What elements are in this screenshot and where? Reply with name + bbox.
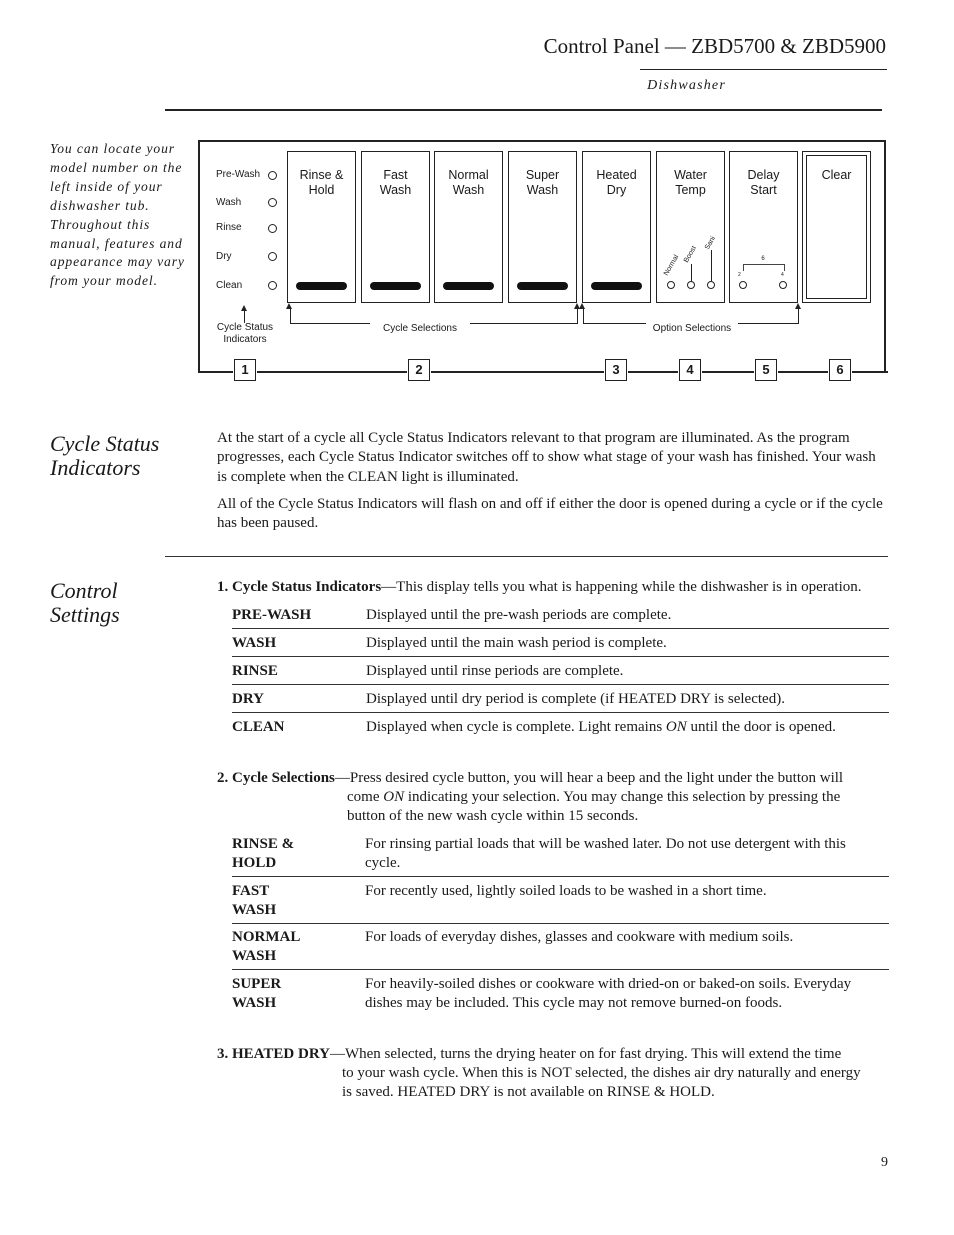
button-label: Fast Wash [379,168,412,197]
item-2-intro-line-3: button of the new wash cycle within 15 seconds. [347,808,639,824]
option-selections-bracket [583,308,799,324]
temp-led-icon [707,281,715,289]
row-definition: For loads of everyday dishes, glasses and cookware with medium soils. [365,929,794,945]
status-label-prewash: Pre-Wash [216,169,261,180]
row-definition: Displayed until the main wash period is complete. [366,635,667,651]
row-definition: Displayed until the pre-wash periods are complete. [366,607,672,623]
callout-2: 2 [408,359,430,381]
status-led-icon [268,252,277,261]
status-label-clean: Clean [216,280,243,291]
row-term: DRY [232,691,264,707]
row-definition: For heavily-soiled dishes or cookware with dried-on or baked-on soils. Everyday dishes may be included. This cycle may not remove burned-on foods. [365,976,852,1011]
item-2-intro-line-2: come ON indicating your selection. You may change this selection by pressing the [347,789,841,805]
heated-dry-button[interactable] [582,151,651,303]
button-label: Normal Wash [448,168,489,197]
callout-6: 6 [829,359,851,381]
row-term: WASH [232,635,277,651]
panel-bottom-edge [702,371,754,373]
indicator-light-icon [296,282,347,290]
temp-option-normal: Normal [662,253,681,277]
item-3-intro: 3. HEATED DRY—When selected, turns the drying heater on for fast drying. This will extend the time [217,1046,842,1062]
status-group-label: Cycle Status Indicators [216,322,274,345]
tick-mark [691,264,692,281]
status-led-icon [268,171,277,180]
header-rule [165,109,882,111]
item-1-intro: 1. Cycle Status Indicators—This display tells you what is happening while the dishwasher is in operation. [217,579,862,595]
callout-4: 4 [679,359,701,381]
fast-wash-button[interactable] [361,151,430,303]
table-row [232,718,889,740]
row-term: NORMAL WASH [232,929,301,964]
option-selections-label: Option Selections [646,323,738,334]
delay-mark-6: 6 [761,256,765,262]
table-row [232,835,889,877]
row-definition: For rinsing partial loads that will be washed later. Do not use detergent with this cycle. [365,836,846,871]
delay-mark-4: 4 [781,272,784,278]
indicator-light-icon [443,282,494,290]
row-definition: Displayed when cycle is complete. Light remains ON until the door is opened. [366,719,836,735]
panel-bottom-edge [257,371,407,373]
item-3-intro-line-3: is saved. HEATED DRY is not available on RINSE & HOLD. [342,1084,715,1100]
panel-bottom-edge [628,371,678,373]
row-term: RINSE & HOLD [232,836,295,871]
page-title: Control Panel — ZBD5700 & ZBD5900 [543,34,886,58]
row-definition: Displayed until dry period is complete (if HEATED DRY is selected). [366,691,785,707]
cycle-status-paragraph-1: At the start of a cycle all Cycle Status Indicators relevant to that program are illuminated. As the program progresses, each Cycle Status Indicator switches off to show what stage of your wash has finished. Your wash is complete when the CLEAN light is illuminated. [217,430,876,485]
table-row [232,634,889,657]
item-2-intro: 2. Cycle Selections—Press desired cycle button, you will hear a beep and the light under the button will [217,770,844,786]
rinse-hold-button[interactable] [287,151,356,303]
section-label: Dishwasher [647,78,726,93]
callout-1: 1 [234,359,256,381]
button-label: Rinse & Hold [299,168,344,197]
delay-start-button[interactable] [729,151,798,303]
super-wash-button[interactable] [508,151,577,303]
indicator-light-icon [591,282,642,290]
row-term: CLEAN [232,719,285,735]
status-led-icon [268,198,277,207]
temp-led-icon [687,281,695,289]
temp-option-sani: Sani [703,235,718,251]
row-term: RINSE [232,663,278,679]
title-rule [640,69,887,70]
row-definition: For recently used, lightly soiled loads to be washed in a short time. [365,883,767,899]
panel-bottom-edge [852,371,888,373]
delay-led-icon [739,281,747,289]
panel-bottom-edge [778,371,828,373]
cycle-status-paragraph-2: All of the Cycle Status Indicators will flash on and off if either the door is opened during a cycle or if the cycle has been paused. [217,496,883,532]
delay-range-bracket [743,264,785,271]
table-row [232,928,889,970]
table-row [232,975,889,1016]
button-label: Water Temp [674,168,707,197]
table-row [232,606,889,629]
temp-led-icon [667,281,675,289]
arrow-up-icon [579,303,585,309]
normal-wash-button[interactable] [434,151,503,303]
delay-led-icon [779,281,787,289]
table-row [232,690,889,713]
row-definition: Displayed until rinse periods are complete. [366,663,624,679]
table-row [232,882,889,924]
callout-5: 5 [755,359,777,381]
button-label: Clear [821,168,852,182]
cycle-selections-label: Cycle Selections [370,323,470,334]
control-settings-heading: Control Settings [50,578,120,627]
indicator-light-icon [370,282,421,290]
panel-bottom-edge [431,371,604,373]
callout-3: 3 [605,359,627,381]
clear-button[interactable] [802,151,871,303]
page-number: 9 [881,1155,888,1170]
status-led-icon [268,281,277,290]
delay-mark-2: 2 [738,272,741,278]
indicator-light-icon [517,282,568,290]
status-led-icon [268,224,277,233]
button-label: Delay Start [747,168,780,197]
arrow-up-icon [795,303,801,309]
status-label-wash: Wash [216,197,242,208]
table-row [232,662,889,685]
row-term: FAST WASH [232,883,277,918]
tick-mark [711,250,712,281]
arrow-up-icon [286,303,292,309]
item-3-intro-line-2: to your wash cycle. When this is NOT selected, the dishes air dry naturally and energy [342,1065,861,1081]
button-label: Super Wash [525,168,560,197]
row-term: PRE-WASH [232,607,312,623]
status-label-rinse: Rinse [216,222,242,233]
cycle-selections-bracket [290,308,578,324]
button-label: Heated Dry [596,168,637,197]
temp-option-boost: Boost [682,244,698,264]
model-number-note: You can locate your model number on the left inside of your dishwasher tub. Throughout this manual, features and appearance may vary from your model. [50,141,185,289]
cycle-status-heading: Cycle Status Indicators [50,431,160,480]
panel-bottom-edge [198,371,233,373]
row-term: SUPER WASH [232,976,282,1011]
status-label-dry: Dry [216,251,232,262]
section-divider [165,556,888,557]
